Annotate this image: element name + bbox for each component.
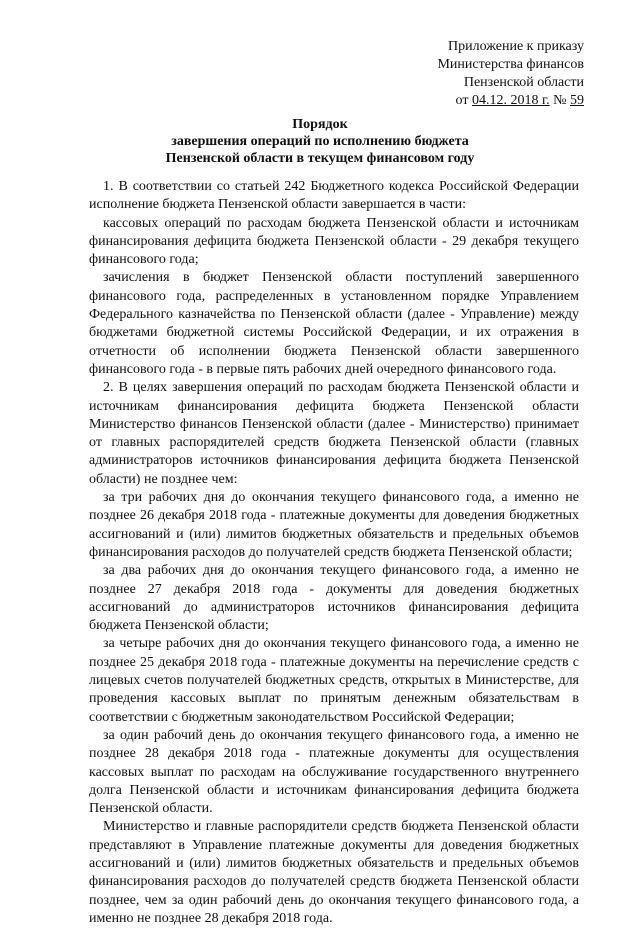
paragraph-2: кассовых операций по расходам бюджета Пензенской области и источникам финансирования дефицита бюджета Пензенской области - 29 декабря текущего финансового года; [89, 215, 579, 268]
header-date: 04.12. 2018 г. [471, 93, 550, 108]
paragraph-8: за один рабочий день до окончания текущего финансового года, а именно не позднее 28 декабря 2018 года - платежные документы для осуществления кассовых выплат по расходам на обслуживание государственного внутреннего долга Пензенской области и источникам финансирования дефицита бюджета Пензенской области. [89, 727, 579, 817]
paragraph-9: Министерство и главные распорядители средств бюджета Пензенской области представляют в Управление платежные документы для доведения бюджетных ассигнований и (или) лимитов бюджетных обязательств и предельных объемов финансирования расходов до получателей средств бюджета Пензенской области позднее, чем за один рабочий день до окончания текущего финансового года, а именно не позднее 28 декабря 2018 года. [89, 819, 579, 926]
document-body [89, 178, 579, 928]
paragraph-6: за два рабочих дня до окончания текущего финансового года, а именно не позднее 27 декабря 2018 года - документы для доведения бюджетных ассигнований до администраторов источников финансирования дефицита бюджета Пензенской области; [89, 563, 579, 634]
header-line-ministry: Министерства финансов [437, 57, 584, 72]
paragraph-1: 1. В соответствии со статьей 242 Бюджетного кодекса Российской Федерации исполнение бюджета Пензенской области завершается в части: [89, 179, 579, 213]
header-line-region: Пензенской области [463, 75, 584, 90]
paragraph-7: за четыре рабочих дня до окончания текущего финансового года, а именно не позднее 25 декабря 2018 года - платежные документы на перечисление средств с лицевых счетов получателей бюджетных средств, открытых в Министерстве, для проведения кассовых выплат по принятым денежным обязательствам в соответствии с бюджетным законодательством Российской Федерации; [89, 636, 579, 725]
appendix-header [437, 38, 584, 110]
paragraph-3: зачисления в бюджет Пензенской области поступлений завершенного финансового года, распределенных в установленном порядке Управлением Федерального казначейства по Пензенской области (далее - Управление) между бюджетами бюджетной системы Российской Федерации, и их отражения в отчетности об исполнении бюджета Пензенской области завершенного финансового года - в первые пять рабочих дней очередного финансового года. [89, 270, 579, 377]
title-line-1: Порядок [292, 117, 348, 132]
header-number: 59 [570, 93, 584, 108]
title-line-2: завершения операций по исполнению бюджета [171, 134, 469, 149]
paragraph-5: за три рабочих дня до окончания текущего финансового года, а именно не позднее 26 декабря 2018 года - платежные документы для доведения бюджетных ассигнований и (или) лимитов бюджетных обязательств и предельных объемов финансирования расходов до получателей средств бюджета Пензенской области; [89, 490, 579, 560]
header-line-date-number [437, 92, 584, 110]
header-date-prefix: от [455, 93, 472, 108]
document-title [0, 116, 640, 167]
title-line-3: Пензенской области в текущем финансовом году [165, 151, 475, 166]
header-line-appendix: Приложение к приказу [448, 39, 584, 54]
paragraph-4: 2. В целях завершения операций по расходам бюджета Пензенской области и источникам финансирования дефицита бюджета Пензенской области Министерство финансов Пензенской области (далее - Министерство) принимает от главных распорядителей средств бюджета Пензенской области (главных администраторов источников финансирования дефицита бюджета Пензенской области) не позднее чем: [89, 380, 579, 487]
header-number-sign: № [549, 93, 570, 108]
